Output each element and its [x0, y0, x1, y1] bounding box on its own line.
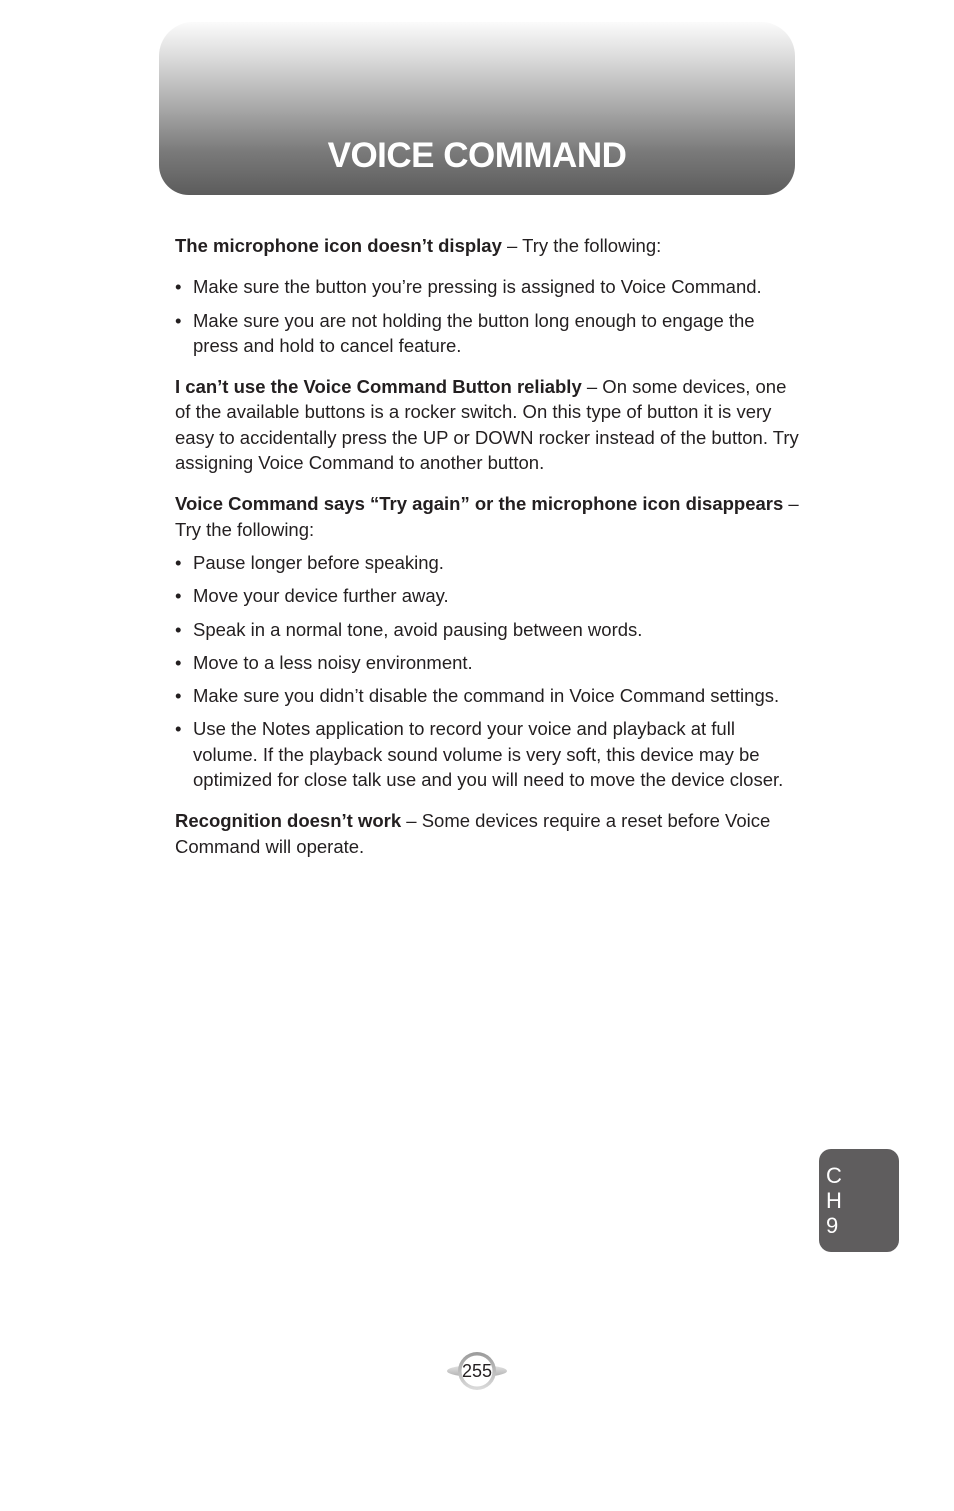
page-number-badge	[446, 1351, 508, 1391]
bullet-icon: •	[175, 309, 182, 331]
list-item-text: Use the Notes application to record your voice and playback at full volume. If the playback sound volume is very soft, this device may be optimized for close talk use and you will need to move the device closer.	[193, 718, 784, 791]
list-item	[175, 716, 800, 792]
section-text: – On some devices, one of the available buttons is a rocker switch. On this type of button it is very easy to accidentally press the UP or DOWN rocker instead of the button. Try assigning Voice Command to another button.	[175, 376, 799, 474]
list-item	[175, 274, 800, 299]
list-item	[175, 308, 800, 359]
list-item	[175, 650, 800, 675]
chapter-tab	[819, 1149, 899, 1252]
bullet-list	[175, 274, 800, 358]
section-paragraph	[175, 491, 800, 542]
list-item-text: Speak in a normal tone, avoid pausing between words.	[193, 618, 643, 640]
bullet-icon: •	[175, 651, 182, 673]
page-number: 255	[461, 1361, 493, 1381]
list-item-text: Make sure you are not holding the button long enough to engage the press and hold to cancel feature.	[193, 309, 755, 356]
list-item-text: Make sure you didn’t disable the command in Voice Command settings.	[193, 685, 780, 707]
list-item	[175, 583, 800, 608]
chapter-tab-letter: H	[826, 1188, 842, 1213]
chapter-tab-label	[826, 1163, 842, 1238]
chapter-tab-letter: 9	[826, 1213, 839, 1238]
section-text: – Try the following:	[501, 235, 662, 256]
bullet-icon: •	[175, 618, 182, 640]
list-item-text: Move your device further away.	[193, 585, 449, 607]
section-text: – Some devices require a reset before Voice Command will operate.	[175, 810, 771, 857]
section-heading: I can’t use the Voice Command Button reliably	[175, 376, 582, 398]
list-item	[175, 617, 800, 642]
page-title: VOICE COMMAND	[327, 136, 627, 175]
bullet-icon: •	[175, 276, 182, 298]
section-paragraph	[175, 808, 800, 859]
section-paragraph	[175, 374, 800, 475]
section-heading: The microphone icon doesn’t display	[175, 235, 502, 256]
section-heading: Voice Command says “Try again” or the microphone icon disappears	[175, 493, 784, 515]
list-item	[175, 683, 800, 708]
chapter-tab-letter: C	[826, 1163, 842, 1188]
list-item-text: Pause longer before speaking.	[193, 551, 444, 573]
section-text: – Try the following:	[175, 493, 799, 540]
main-content	[175, 233, 800, 875]
bullet-icon: •	[175, 551, 182, 573]
list-item	[175, 550, 800, 575]
section-paragraph	[175, 233, 800, 258]
list-item-text: Move to a less noisy environment.	[193, 651, 473, 673]
section-heading: Recognition doesn’t work	[175, 810, 402, 832]
bullet-list	[175, 550, 800, 792]
bullet-icon: •	[175, 685, 182, 707]
bullet-icon: •	[175, 718, 182, 740]
list-item-text: Make sure the button you’re pressing is assigned to Voice Command.	[193, 276, 762, 298]
bullet-icon: •	[175, 585, 182, 607]
